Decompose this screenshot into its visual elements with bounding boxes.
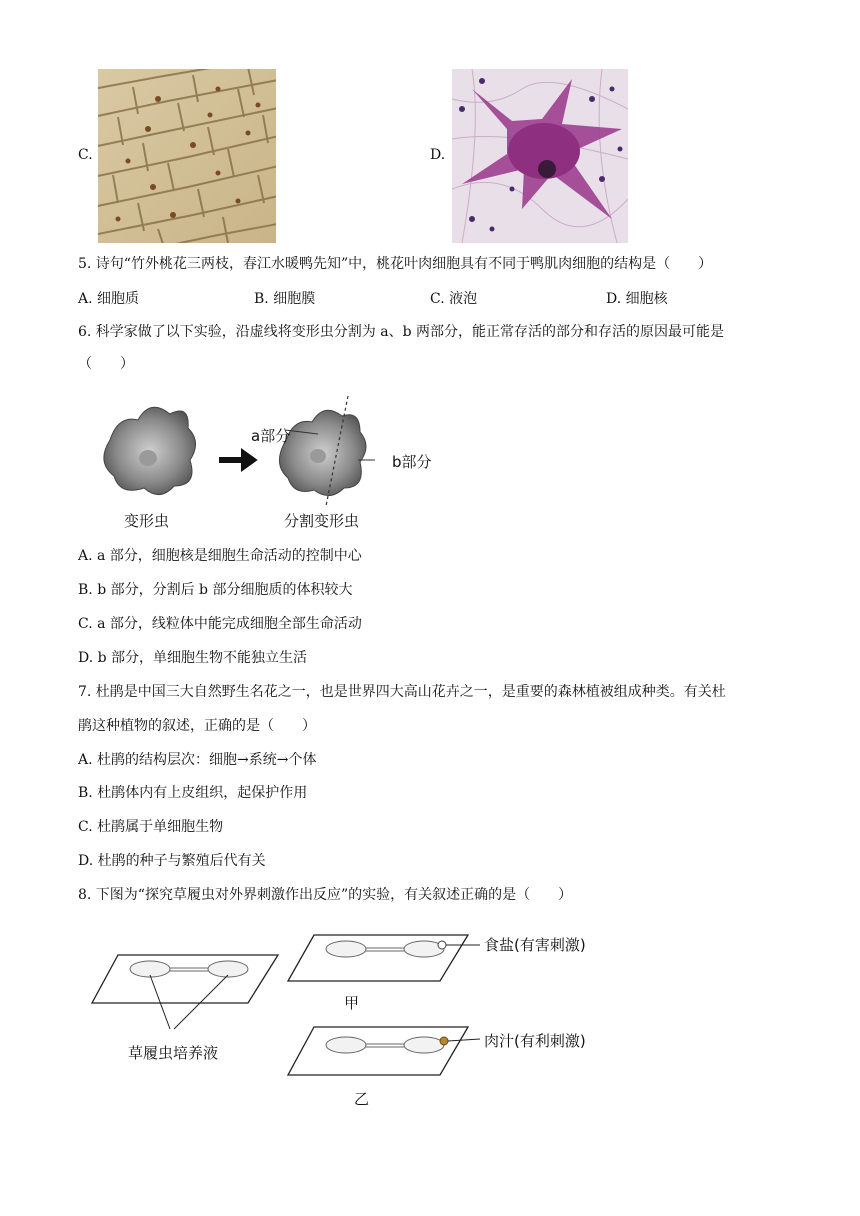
q7-option-c: C. 杜鹃属于单细胞生物 [78,819,224,835]
label-meat-juice: 肉汁(有利刺激) [484,1032,586,1050]
label-split-amoeba: 分割变形虫 [284,512,360,530]
q7-stem-line2: 鹃这种植物的叙述，正确的是（ ） [78,718,316,734]
option-c-label: C. [78,147,93,163]
q6-option-d: D. b 部分，单细胞生物不能独立生活 [78,650,308,666]
q6-stem-line1: 6. 科学家做了以下实验，沿虚线将变形虫分割为 a、b 两部分，能正常存活的部分和存活的原因最可能是 [78,324,725,340]
label-yi: 乙 [354,1090,370,1108]
onion-epidermis-micrograph [98,69,276,243]
q6-option-c: C. a 部分，线粒体中能完成细胞全部生命活动 [78,616,362,632]
q5-option-d: D. 细胞核 [606,291,668,307]
q5-option-c: C. 液泡 [430,291,478,307]
q6-option-b: B. b 部分，分割后 b 部分细胞质的体积较大 [78,582,353,598]
q7-option-b: B. 杜鹃体内有上皮组织，起保护作用 [78,785,308,801]
option-d-label: D. [430,147,446,163]
label-salt: 食盐(有害刺激) [484,936,586,954]
label-jia: 甲 [344,994,360,1012]
q5-option-b: B. 细胞膜 [254,291,316,307]
q5-stem: 5. 诗句“竹外桃花三两枝，春江水暖鸭先知”中，桃花叶肉细胞具有不同于鸭肌肉细胞的结构是（ ） [78,256,713,272]
q7-option-d: D. 杜鹃的种子与繁殖后代有关 [78,853,266,869]
q5-option-a: A. 细胞质 [78,291,140,307]
label-amoeba: 变形虫 [124,512,170,530]
q7-stem-line1: 7. 杜鹃是中国三大自然野生名花之一，也是世界四大高山花卉之一，是重要的森林植被组成种类。有关杜 [78,684,726,700]
label-b-part: b部分 [392,453,432,471]
q7-option-a: A. 杜鹃的结构层次：细胞→系统→个体 [78,752,317,768]
q6-option-a: A. a 部分，细胞核是细胞生命活动的控制中心 [78,548,362,564]
label-a-part: a部分 [251,427,291,445]
q8-stem: 8. 下图为“探究草履虫对外界刺激作出反应”的实验，有关叙述正确的是（ ） [78,887,573,903]
label-culture-liquid: 草履虫培养液 [128,1044,219,1062]
neuron-micrograph [452,69,628,243]
q6-stem-line2: （ ） [78,356,134,372]
